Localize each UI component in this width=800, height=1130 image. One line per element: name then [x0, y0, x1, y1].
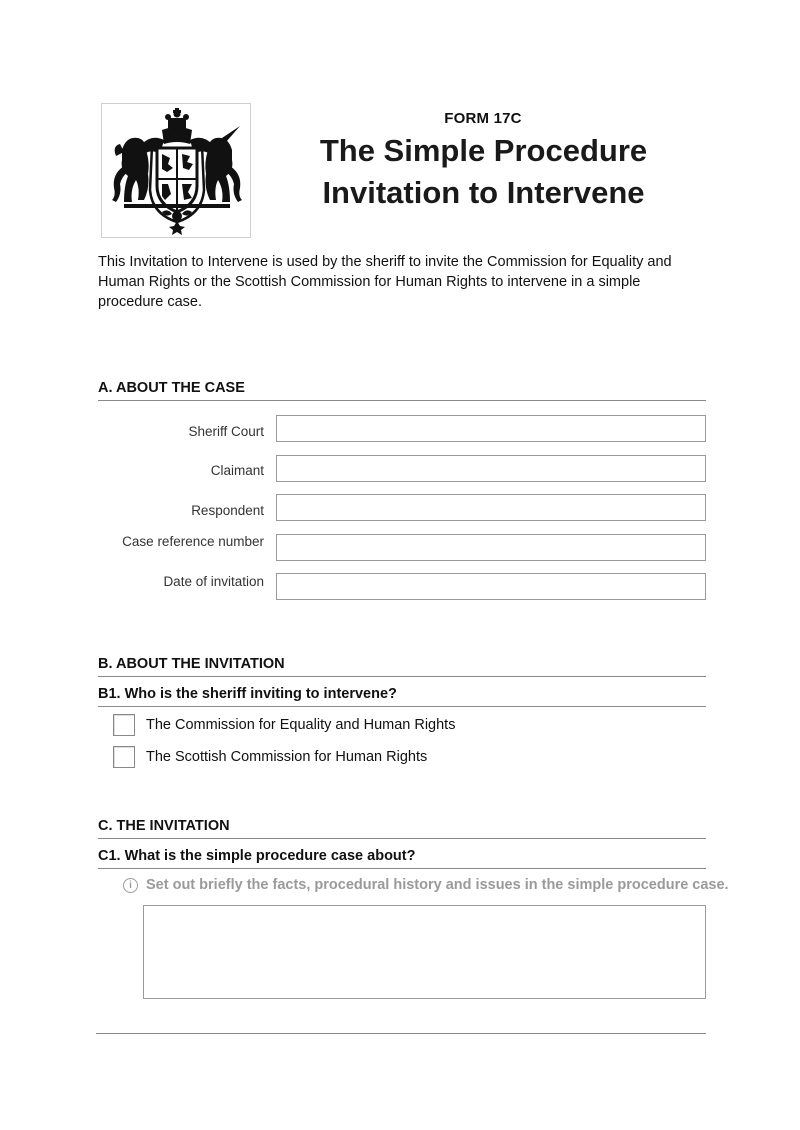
checkbox-commission-equality[interactable] — [113, 714, 135, 736]
coat-of-arms-icon — [102, 104, 252, 239]
intro-paragraph: This Invitation to Intervene is used by the sheriff to invite the Commission for Equality and Human Rights or the Scottish Commission for Human Rights to intervene in a simple procedure case. — [98, 254, 672, 310]
page-title — [300, 130, 667, 214]
claimant-label: Claimant — [210, 463, 264, 478]
date-of-invitation-field[interactable] — [276, 573, 706, 600]
option-label: The Scottish Commission for Human Rights — [146, 749, 428, 765]
case-reference-field[interactable] — [276, 534, 706, 561]
royal-crest-logo — [101, 103, 251, 238]
respondent-label: Respondent — [191, 503, 264, 518]
claimant-field[interactable] — [276, 455, 706, 482]
bottom-divider — [96, 1033, 706, 1034]
sheriff-court-field[interactable] — [276, 415, 706, 442]
option-scottish-commission[interactable] — [113, 745, 427, 769]
case-reference-label: Case reference number — [122, 534, 264, 549]
checkbox-scottish-commission[interactable] — [113, 746, 135, 768]
hint-text — [123, 877, 729, 893]
option-commission-equality[interactable] — [113, 713, 455, 737]
sheriff-court-label: Sheriff Court — [188, 424, 264, 439]
section-b-heading: B. ABOUT THE INVITATION — [98, 656, 706, 677]
date-of-invitation-label: Date of invitation — [163, 574, 264, 589]
section-c-heading: C. THE INVITATION — [98, 818, 706, 839]
title-line-1: The Simple Procedure — [319, 133, 648, 168]
case-description-textarea[interactable] — [143, 905, 706, 999]
info-icon: i — [123, 878, 138, 893]
question-c1: C1. What is the simple procedure case about? — [98, 848, 706, 869]
question-b1: B1. Who is the sheriff inviting to intervene? — [98, 686, 706, 707]
title-line-2: Invitation to Intervene — [322, 175, 645, 210]
section-a-heading: A. ABOUT THE CASE — [98, 380, 706, 401]
hint-label: Set out briefly the facts, procedural history and issues in the simple procedure case. — [146, 877, 729, 893]
form-number: FORM 17C — [444, 110, 522, 127]
respondent-field[interactable] — [276, 494, 706, 521]
option-label: The Commission for Equality and Human Rights — [146, 717, 456, 733]
